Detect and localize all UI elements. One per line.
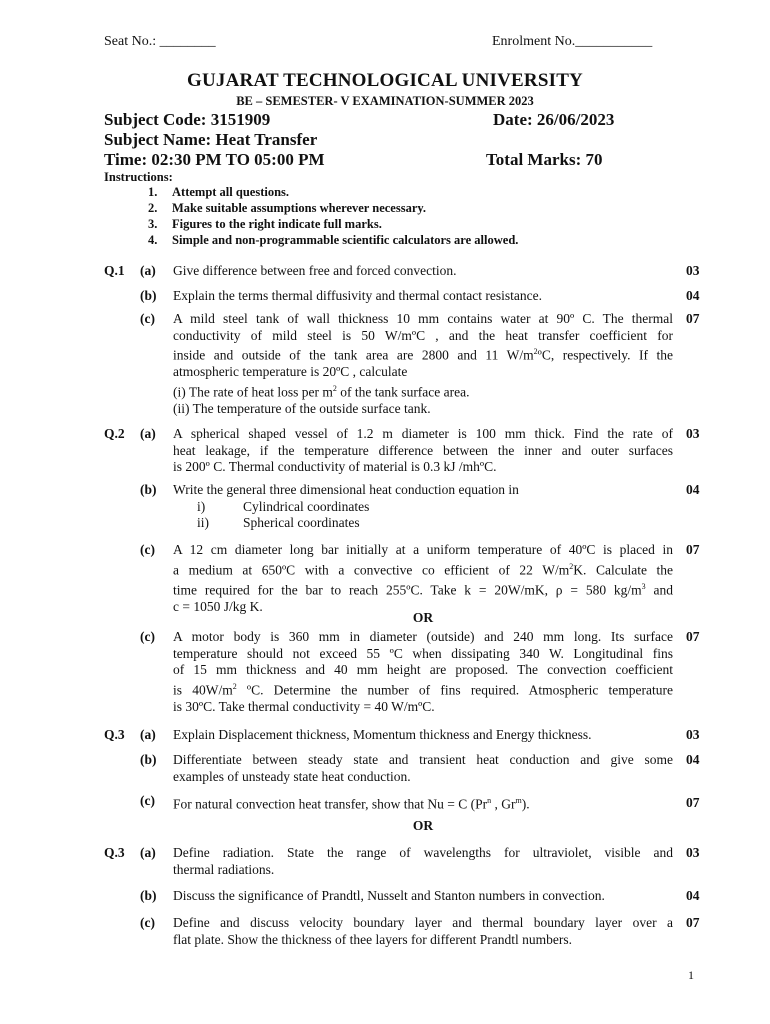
marks: 03: [686, 426, 700, 441]
question-text: For natural convection heat transfer, show that Nu = C (Pr$^n$ , Gr$^m$).: [173, 796, 530, 812]
marks: 07: [686, 542, 700, 557]
marks: 07: [686, 629, 700, 644]
exam-date: Date: 26/06/2023: [493, 110, 615, 129]
marks: 03: [686, 727, 700, 742]
instruction-item: 3. Figures to the right indicate full marks.: [148, 217, 382, 231]
question-text: Define radiation. State the range of wavelengths for ultraviolet, visible and thermal radiations.: [173, 845, 673, 877]
question-text: Give difference between free and forced convection.: [173, 263, 457, 278]
sub-item: ii) Spherical coordinates: [197, 515, 360, 530]
instruction-item: 2. Make suitable assumptions wherever necessary.: [148, 201, 427, 215]
sub-item: i) Cylindrical coordinates: [197, 498, 370, 514]
marks: 03: [686, 263, 700, 278]
part-label: (c): [140, 793, 155, 808]
question-text: A 12 cm diameter long bar initially at a uniform temperature of 40ºC is placed in a medium at 650ºC with a convective co efficient of 22 $W/m^2K$. Calculate the time required for the bar to reach 255ºC. Take k = 20W/mK, ρ = 580 $kg/m^3$ and c = 1050 J/kg K.: [173, 542, 674, 614]
subject-code: Subject Code: 3151909: [104, 110, 271, 129]
part-label: (c): [140, 915, 155, 930]
part-label: (a): [140, 845, 156, 860]
question-text: A spherical shaped vessel of 1.2 m diameter is 100 mm thick. Find the rate of heat leakage, if the temperature difference between the inner and outer surfaces is 200º C. Thermal conductivity of material is 0.3 kJ /mhºC.: [173, 426, 673, 474]
total-marks: Total Marks: 70: [486, 150, 603, 169]
question-text: Explain Displacement thickness, Momentum thickness and Energy thickness.: [173, 727, 592, 742]
part-label: (c): [140, 629, 155, 644]
or-divider: OR: [412, 818, 434, 833]
question-label: Q.2: [104, 426, 125, 441]
question-text: Write the general three dimensional heat conduction equation in i) Cylindrical coordinates ii) Spherical coordinates: [173, 482, 673, 532]
question-text: Explain the terms thermal diffusivity and thermal contact resistance.: [173, 288, 543, 303]
question-text: Define and discuss velocity boundary layer and thermal boundary layer over a flat plate. Show the thickness of thee layers for different Prandtl numbers.: [173, 915, 673, 947]
question-text: A motor body is 360 mm in diameter (outside) and 240 mm long. Its surface temperature should not exceed 55 ºC when dissipating 340 W. Longitudinal fins of 15 mm thickness and 40 mm height are proposed. The convection coefficient is $40W/m^2$ ºC. Determine the number of fins required. Atmospheric temperature is 30ºC. Take thermal conductivity = 40 W/mºC.: [173, 629, 673, 714]
instruction-item: 1. Attempt all questions.: [148, 185, 290, 199]
part-label: (b): [140, 888, 157, 903]
part-label: (b): [140, 482, 157, 497]
exam-title: BE – SEMESTER- V EXAMINATION-SUMMER 2023: [236, 94, 534, 108]
marks: 04: [686, 482, 700, 497]
marks: 07: [686, 311, 700, 326]
marks: 03: [686, 845, 700, 860]
question-text: A mild steel tank of wall thickness 10 mm contains water at 90º C. The thermal conductivity of mild steel is 50 W/mºC , and the heat transfer coefficient for inside and outside of the tank area are 2800 and 11 $W/m^2ºC$, respectively. If the atmospheric temperature is 20ºC , calculate (i) The rate of heat loss per $m^2$ of the tank surface area. (ii) The temperature of the outside surface tank.: [173, 311, 673, 416]
question-text: Discuss the significance of Prandtl, Nusselt and Stanton numbers in convection.: [173, 888, 605, 903]
instructions-heading: Instructions:: [104, 170, 173, 184]
part-label: (c): [140, 542, 155, 557]
part-label: (b): [140, 752, 157, 767]
exam-time: Time: 02:30 PM TO 05:00 PM: [104, 150, 325, 169]
question-label: Q.1: [104, 263, 125, 278]
question-text: Differentiate between steady state and transient heat conduction and give some examples of unsteady state heat conduction.: [173, 752, 673, 784]
seat-number: Seat No.: ________: [104, 34, 216, 49]
part-label: (a): [140, 727, 156, 742]
instruction-item: 4. Simple and non-programmable scientific calculators are allowed.: [148, 233, 519, 247]
marks: 07: [686, 795, 700, 810]
part-label: (a): [140, 263, 156, 278]
marks: 07: [686, 915, 700, 930]
part-label: (b): [140, 288, 157, 303]
marks: 04: [686, 888, 700, 903]
marks: 04: [686, 752, 700, 767]
part-label: (a): [140, 426, 156, 441]
page-number: 1: [688, 968, 694, 982]
or-divider: OR: [412, 610, 434, 625]
marks: 04: [686, 288, 700, 303]
enrolment-number: Enrolment No.___________: [492, 34, 653, 49]
subject-name: Subject Name: Heat Transfer: [104, 130, 318, 149]
part-label: (c): [140, 311, 155, 326]
question-label: Q.3: [104, 845, 125, 860]
university-title: GUJARAT TECHNOLOGICAL UNIVERSITY: [187, 70, 583, 91]
question-label: Q.3: [104, 727, 125, 742]
